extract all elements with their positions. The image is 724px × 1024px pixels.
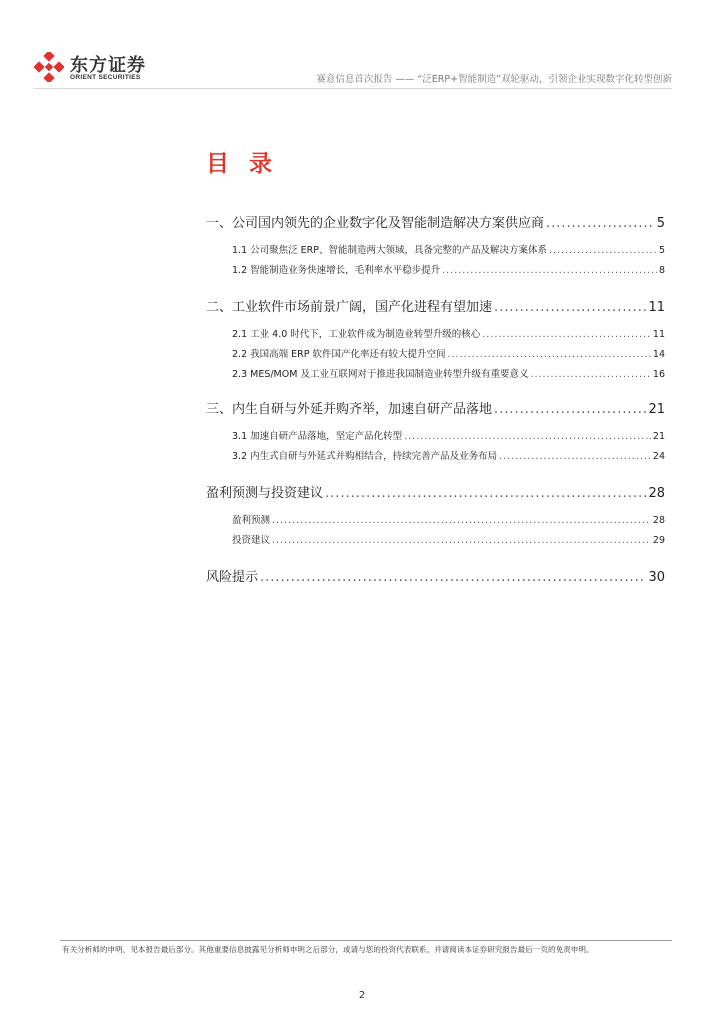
toc-entry-page: 24	[652, 451, 665, 462]
toc-subsection-entry[interactable]	[206, 532, 665, 546]
toc-dot-leader	[260, 570, 646, 585]
orient-logo-icon	[34, 52, 64, 82]
toc-section-entry[interactable]	[206, 212, 665, 231]
toc-dot-leader	[530, 369, 650, 380]
toc-dot-leader	[272, 535, 651, 546]
toc-entry-page: 11	[652, 329, 665, 340]
toc-entry-page: 28	[648, 486, 665, 501]
toc-entry-page: 8	[658, 265, 665, 276]
footer-disclaimer: 有关分析师的申明，见本报告最后部分。其他重要信息披露见分析师申明之后部分，或请与您的投资代表联系。并请阅读本证券研究报告最后一页的免责申明。	[62, 945, 594, 954]
toc-section-entry[interactable]	[206, 566, 665, 585]
toc-section-entry[interactable]	[206, 398, 665, 417]
footer-divider	[60, 940, 672, 941]
toc-dot-leader	[442, 265, 657, 276]
report-header-title: 赛意信息首次报告 —— “泛ERP+智能制造”双轮驱动，引领企业实现数字化转型创新	[316, 74, 672, 85]
toc-entry-page: 5	[656, 216, 665, 231]
toc-entry-page: 21	[652, 431, 665, 442]
toc-entry-title: 一、公司国内领先的企业数字化及智能制造解决方案供应商	[206, 216, 545, 231]
toc-entry-title: 2.1 工业 4.0 时代下，工业软件成为制造业转型升级的核心	[232, 329, 481, 340]
toc-subsection-entry[interactable]	[206, 326, 665, 340]
toc-dot-leader	[494, 402, 646, 417]
toc-entry-page: 21	[648, 402, 665, 417]
header-divider	[34, 88, 672, 89]
toc-entry-title: 3.2 内生式自研与外延式并购相结合，持续完善产品及业务布局	[232, 451, 498, 462]
toc-dot-leader	[482, 329, 651, 340]
toc-subsection-entry[interactable]	[206, 242, 665, 256]
toc-dot-leader	[546, 216, 655, 231]
toc-entry-title: 风险提示	[206, 570, 259, 585]
toc-entry-title: 二、工业软件市场前景广阔，国产化进程有望加速	[206, 300, 493, 315]
toc-entry-page: 14	[652, 349, 665, 360]
toc-dot-leader	[272, 515, 651, 526]
brand-name-en: ORIENT SECURITIES	[70, 74, 141, 81]
brand-name-cn: 东方证券	[70, 55, 146, 76]
toc-dot-leader	[448, 349, 651, 360]
toc-section-entry[interactable]	[206, 296, 665, 315]
toc-entry-title: 盈利预测	[232, 515, 271, 526]
toc-entry-title: 盈利预测与投资建议	[206, 486, 324, 501]
toc-dot-leader	[494, 300, 646, 315]
toc-entry-page: 29	[652, 535, 665, 546]
toc-subsection-entry[interactable]	[206, 448, 665, 462]
toc-dot-leader	[549, 245, 657, 256]
toc-subsection-entry[interactable]	[206, 428, 665, 442]
toc-dot-leader	[325, 486, 646, 501]
toc-entry-page: 28	[652, 515, 665, 526]
toc-heading: 目 录	[206, 151, 279, 177]
toc-entry-title: 2.2 我国高端 ERP 软件国产化率还有较大提升空间	[232, 349, 446, 360]
toc-entry-title: 3.1 加速自研产品落地，坚定产品化转型	[232, 431, 403, 442]
toc-entry-page: 16	[652, 369, 665, 380]
toc-subsection-entry[interactable]	[206, 512, 665, 526]
toc-entry-title: 投资建议	[232, 535, 271, 546]
toc-entry-title: 2.3 MES/MOM 及工业互联网对于推进我国制造业转型升级有重要意义	[232, 369, 529, 380]
toc-entry-page: 11	[648, 300, 665, 315]
page-number: 2	[358, 990, 366, 1001]
toc-subsection-entry[interactable]	[206, 346, 665, 360]
toc-entry-title: 三、内生自研与外延并购齐举，加速自研产品落地	[206, 402, 493, 417]
toc-dot-leader	[499, 451, 651, 462]
toc-subsection-entry[interactable]	[206, 262, 665, 276]
toc-entry-title: 1.1 公司聚焦泛 ERP、智能制造两大领域，具备完整的产品及解决方案体系	[232, 245, 547, 256]
toc-entry-page: 30	[648, 570, 665, 585]
toc-dot-leader	[404, 431, 651, 442]
toc-section-entry[interactable]	[206, 482, 665, 501]
toc-subsection-entry[interactable]	[206, 366, 665, 380]
brand-logo	[34, 52, 154, 84]
toc-entry-title: 1.2 智能制造业务快速增长，毛利率水平稳步提升	[232, 265, 441, 276]
toc-entry-page: 5	[658, 245, 665, 256]
